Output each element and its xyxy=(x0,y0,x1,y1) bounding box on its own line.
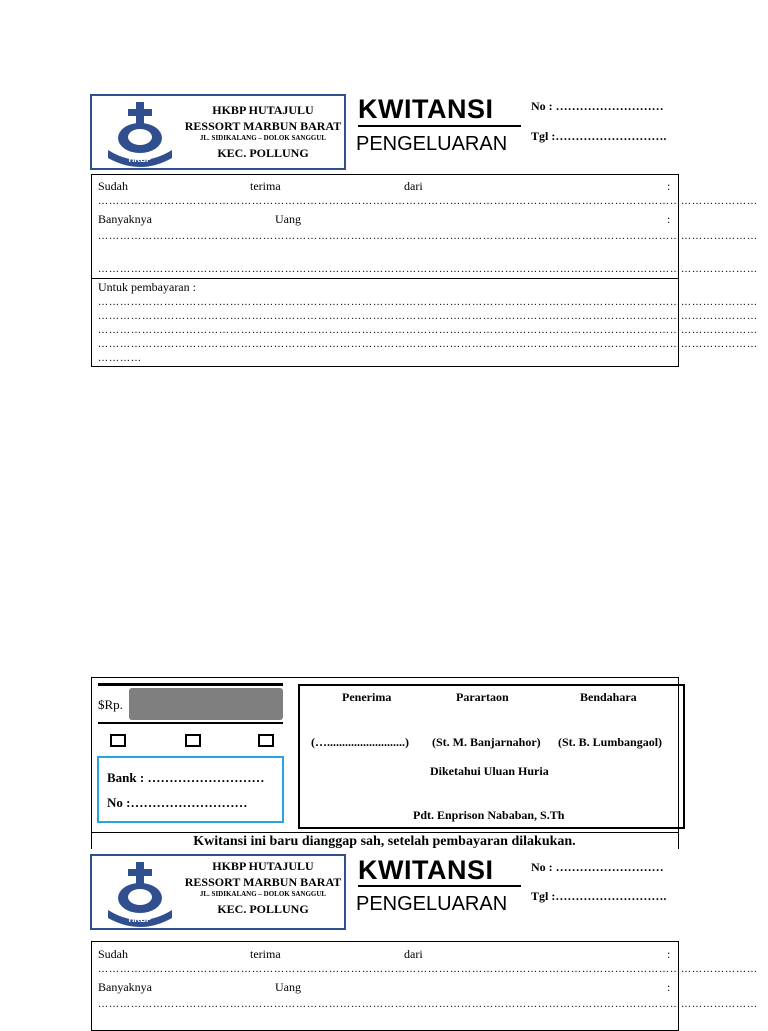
org-ressort: RESSORT MARBUN BARAT xyxy=(184,875,342,889)
bendahara-label: Bendahara xyxy=(580,690,637,704)
dots-line: ……………………………………………………………………………………………………………………………………………………………… xyxy=(98,964,758,975)
rp-label: $Rp. xyxy=(98,697,123,712)
dots-line: ……………………………………………………………………………………………………………………………………………………………… xyxy=(98,264,758,275)
colon-2: : xyxy=(667,980,671,994)
payment-details-box xyxy=(91,941,758,1031)
validity-note: Kwitansi ini baru dianggap sah, setelah pembayaran dilakukan. xyxy=(193,834,576,849)
colon-1: : xyxy=(667,179,671,193)
svg-text:HKBP: HKBP xyxy=(128,155,152,164)
parartaon-label: Parartaon xyxy=(456,690,509,704)
bank-box xyxy=(97,756,284,823)
terima-label: terima xyxy=(250,947,281,961)
bendahara-signature: (St. B. Lumbangaol) xyxy=(558,735,663,749)
receipt-no-field: No : ……………………… xyxy=(531,860,664,874)
hkbp-logo-icon xyxy=(102,100,184,168)
org-header-box xyxy=(90,94,346,170)
org-name: HKBP HUTAJULU xyxy=(212,103,314,117)
amount-top-rule xyxy=(98,683,283,686)
svg-text:HKBP: HKBP xyxy=(128,915,152,924)
org-address: JL. SIDIKALANG – DOLOK SANGGUL xyxy=(199,134,327,142)
untuk-pembayaran-label: Untuk pembayaran : xyxy=(98,280,196,294)
bank-no-field: No :……………………… xyxy=(107,795,248,810)
footer-left-border xyxy=(91,677,92,849)
receipt-title: KWITANSI xyxy=(358,855,494,885)
hkbp-logo-icon xyxy=(102,860,184,928)
note-top-border xyxy=(91,832,678,833)
payment-purpose-box xyxy=(91,278,758,367)
uang-label: Uang xyxy=(275,212,301,226)
parartaon-signature: (St. M. Banjarnahor) xyxy=(432,735,541,749)
signature-box xyxy=(298,684,685,829)
org-ressort: RESSORT MARBUN BARAT xyxy=(184,119,342,133)
dots-line: ……………………………………………………………………………………………………………………………………………………………… xyxy=(98,297,758,308)
receipt-date-field: Tgl :………………………. xyxy=(531,889,667,903)
receipt-subtitle: PENGELUARAN xyxy=(356,133,508,155)
payment-details-box xyxy=(91,174,758,279)
dots-line: ……………………………………………………………………………………………………………………………………………………………… xyxy=(98,999,758,1010)
receipt-no-field: No : ……………………… xyxy=(531,99,664,113)
receipt-date-field: Tgl :………………………. xyxy=(531,129,667,143)
pastor-name: Pdt. Enprison Nababan, S.Th xyxy=(413,808,565,822)
sudah-label: Sudah xyxy=(98,179,128,193)
dots-line: ……………………………………………………………………………………………………………………………………………………………… xyxy=(98,311,758,322)
title-underline xyxy=(358,125,521,127)
amount-field[interactable] xyxy=(129,688,283,720)
checkbox-3[interactable] xyxy=(258,734,274,747)
org-district: KEC. POLLUNG xyxy=(217,902,309,916)
receipt-title: KWITANSI xyxy=(358,94,494,124)
dots-line: ……………………………………………………………………………………………………………………………………………………………… xyxy=(98,196,758,207)
banyaknya-label: Banyaknya xyxy=(98,212,152,226)
amount-bottom-rule xyxy=(98,722,283,724)
dari-label: dari xyxy=(404,947,423,961)
colon-1: : xyxy=(667,947,671,961)
title-underline xyxy=(358,885,521,887)
diketahui-label: Diketahui Uluan Huria xyxy=(430,764,549,778)
dots-line: ……………………………………………………………………………………………………………………………………………………………… xyxy=(98,339,758,350)
footer-top-border xyxy=(91,677,678,678)
sudah-label: Sudah xyxy=(98,947,128,961)
penerima-signature: (…..........................) xyxy=(311,735,409,749)
checkbox-2[interactable] xyxy=(185,734,201,747)
receipt-subtitle: PENGELUARAN xyxy=(356,893,508,915)
dari-label: dari xyxy=(404,179,423,193)
bank-field: Bank : ……………………… xyxy=(107,770,265,785)
dots-line: ……………………………………………………………………………………………………………………………………………………………… xyxy=(98,325,758,336)
dots-line: ……………………………………………………………………………………………………………………………………………………………… xyxy=(98,231,758,242)
org-name: HKBP HUTAJULU xyxy=(212,859,314,873)
banyaknya-label: Banyaknya xyxy=(98,980,152,994)
dots-line: ………… xyxy=(98,353,142,364)
colon-2: : xyxy=(667,212,671,226)
terima-label: terima xyxy=(250,179,281,193)
org-address: JL. SIDIKALANG – DOLOK SANGGUL xyxy=(199,890,327,898)
penerima-label: Penerima xyxy=(342,690,392,704)
uang-label: Uang xyxy=(275,980,301,994)
checkbox-1[interactable] xyxy=(110,734,126,747)
org-header-box xyxy=(90,854,346,930)
org-district: KEC. POLLUNG xyxy=(217,146,309,160)
